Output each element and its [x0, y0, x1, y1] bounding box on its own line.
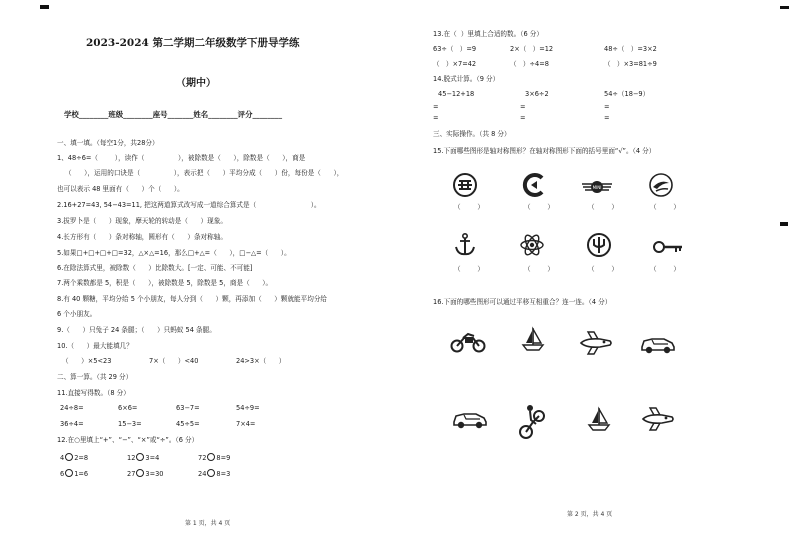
- calc-item: 63−7=: [176, 404, 200, 412]
- question-15: 15.下面哪些图形是轴对称图形？在轴对称图形下面的括号里面“√”。（4 分）: [433, 147, 656, 155]
- equals-sign: =: [520, 103, 526, 111]
- section-3-title: 三、实际操作。（共 8 分）: [433, 130, 511, 138]
- question-16: 16.下面的哪些图形可以通过平移互相重合？连一连。（4 分）: [433, 298, 612, 306]
- q14-expression: 54÷（18−9）: [604, 90, 650, 98]
- fill-item: [60, 453, 88, 462]
- question-5: 5.如果□+□+□+□=32，△×△=16，那么□+△=（ ），□−△=（ ）。: [57, 249, 291, 257]
- section-1-title: 一、填一填。（每空1分，共28分）: [57, 139, 159, 147]
- fill-item: [198, 453, 230, 462]
- q14-expression: 3×6÷2: [525, 90, 549, 98]
- trident-circle-icon: [586, 232, 612, 258]
- bank-logo-icon: [452, 172, 478, 198]
- calc-item: 54÷9=: [236, 404, 260, 412]
- swirl-bird-logo-icon: [648, 172, 674, 198]
- section-2-title: 二、算一算。（共 29 分）: [57, 373, 133, 381]
- motorcycle-icon[interactable]: [450, 328, 486, 354]
- page-footer: 第 1 页，共 4 页: [185, 520, 231, 527]
- fill-left: 4: [60, 454, 65, 462]
- fill-left: 27: [127, 470, 136, 478]
- anchor-icon: [452, 232, 478, 258]
- question-1b: （ ），运用的口诀是（ ），表示把（ ）平均分成（ ）份，每份是（ ），: [65, 169, 344, 177]
- operator-circle[interactable]: [207, 469, 215, 477]
- calc-item: 36÷4=: [60, 420, 84, 428]
- question-7: 7.两个乘数都是 5，积是（ ），被除数是 5，除数是 5，商是（ ）。: [57, 279, 273, 287]
- question-10-part-a: （ ）×5<23: [62, 357, 112, 365]
- operator-circle[interactable]: [136, 453, 144, 461]
- fill-right: 2=8: [74, 454, 89, 462]
- answer-paren[interactable]: （ ）: [454, 203, 484, 211]
- answer-paren[interactable]: （ ）: [650, 203, 680, 211]
- question-10: 10.（ ）最大能填几？: [57, 342, 133, 350]
- airplane-icon[interactable]: [578, 330, 614, 356]
- answer-paren[interactable]: （ ）: [524, 265, 554, 273]
- q13-item: （ ）×3=81÷9: [604, 60, 657, 68]
- car-icon[interactable]: [452, 406, 488, 432]
- q13-item: 63÷（ ）=9: [433, 45, 477, 53]
- fill-item: [60, 469, 88, 478]
- question-1c: 也可以表示 48 里面有（ ）个（ ）。: [57, 185, 184, 193]
- question-12: 12.在○里填上“+”、“−”、“×”或“÷”。（6 分）: [57, 436, 199, 444]
- motorcycle-rider-icon[interactable]: [518, 402, 546, 442]
- fill-right: 3=30: [145, 470, 164, 478]
- question-14: 14.脱式计算。（9 分）: [433, 75, 500, 83]
- fill-right: 1=6: [74, 470, 89, 478]
- question-11: 11.直接写得数。（8 分）: [57, 389, 130, 397]
- calc-item: 15−3=: [118, 420, 142, 428]
- q14-expression: 45−12+18: [438, 90, 475, 98]
- operator-circle[interactable]: [136, 469, 144, 477]
- student-info-line: 学校________班级________座号_______姓名________评分________: [64, 110, 283, 119]
- equals-sign: =: [433, 103, 439, 111]
- calc-item: 45÷5=: [176, 420, 200, 428]
- question-3: 3.拔罗卜是（ ）现象，摩天轮的转动是（ ）现象。: [57, 217, 227, 225]
- answer-paren[interactable]: （ ）: [650, 265, 680, 273]
- fill-item: [127, 453, 159, 462]
- question-10-part-b: 7×（ ）<40: [149, 357, 199, 365]
- key-icon: [652, 234, 684, 260]
- equals-sign: =: [604, 103, 610, 111]
- fill-right: 8=3: [216, 470, 231, 478]
- question-8b: 6 个小朋友。: [57, 310, 97, 318]
- calc-item: 7×4=: [236, 420, 256, 428]
- page-footer: 第 2 页，共 4 页: [567, 511, 613, 518]
- calc-item: 6×6=: [118, 404, 138, 412]
- question-13: 13.在（ ）里填上合适的数。（6 分）: [433, 30, 543, 38]
- equals-sign: =: [604, 114, 610, 122]
- question-1a: 1、48÷6=（ ），读作（ ），被除数是（ ），除数是（ ），商是: [57, 154, 306, 162]
- question-9: 9.（ ）只兔子 24 条腿；（ ）只蚂蚁 54 条腿。: [57, 326, 216, 334]
- fill-left: 12: [127, 454, 136, 462]
- operator-circle[interactable]: [65, 453, 73, 461]
- question-2: 2.16+27=43, 54−43=11, 把这两道算式改写成一道综合算式是（ ）。: [57, 201, 321, 209]
- operator-circle[interactable]: [207, 453, 215, 461]
- operator-circle[interactable]: [65, 469, 73, 477]
- q13-item: （ ）×7=42: [433, 60, 477, 68]
- page-title: 2023-2024 第二学期二年级数学下册导学练: [86, 37, 300, 49]
- sailboat-icon[interactable]: [520, 326, 546, 352]
- q13-item: 2×（ ）=12: [510, 45, 554, 53]
- fill-right: 8=9: [216, 454, 231, 462]
- answer-paren[interactable]: （ ）: [454, 265, 484, 273]
- atom-icon: [519, 232, 545, 258]
- answer-paren[interactable]: （ ）: [524, 203, 554, 211]
- fill-left: 24: [198, 470, 207, 478]
- equals-sign: =: [520, 114, 526, 122]
- question-6: 6.在除法算式里，被除数（ ）比除数大。[一定、可能、不可能]: [57, 264, 253, 272]
- right-page: [400, 0, 794, 539]
- question-10-part-c: 24>3×（ ）: [236, 357, 286, 365]
- q13-item: 48÷（ ）=3×2: [604, 45, 657, 53]
- car-icon[interactable]: [640, 331, 676, 357]
- bank-c-logo-icon: [522, 172, 548, 198]
- question-8a: 8.有 40 颗糖，平均分给 5 个小朋友，每人分到（ ）颗，再添加（ ）颗就能平均分给: [57, 295, 328, 303]
- calc-item: 24÷8=: [60, 404, 84, 412]
- question-4: 4.长方形有（ ）条对称轴，圆形有（ ）条对称轴。: [57, 233, 227, 241]
- exam-label: （期中）: [176, 78, 216, 89]
- airplane-icon[interactable]: [640, 406, 676, 432]
- winged-badge-icon: [580, 173, 614, 199]
- equals-sign: =: [433, 114, 439, 122]
- q13-item: （ ）÷4=8: [510, 60, 549, 68]
- fill-left: 72: [198, 454, 207, 462]
- fill-item: [198, 469, 230, 478]
- sailboat-icon[interactable]: [586, 406, 612, 432]
- fill-right: 3=4: [145, 454, 160, 462]
- answer-paren[interactable]: （ ）: [588, 203, 618, 211]
- fill-left: 6: [60, 470, 65, 478]
- fill-item: [127, 469, 164, 478]
- answer-paren[interactable]: （ ）: [588, 265, 618, 273]
- svg-text:MINI: MINI: [592, 185, 602, 190]
